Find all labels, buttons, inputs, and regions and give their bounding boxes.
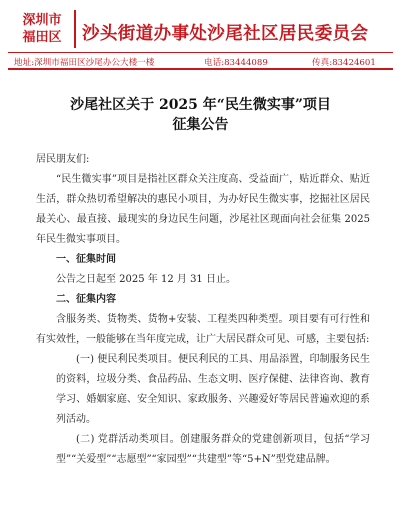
district-label [13,12,71,46]
fax-text: 传真:83424601 [312,58,376,68]
contact-line [14,56,394,68]
title-line1: 沙尾社区关于 2025 年“民生微实事”项目 [70,97,331,113]
address-text: 地址:深圳市福田区沙尾办公大楼一楼 [14,58,155,68]
item1-paragraph: (一) 便民利民类项目。便民利民的工具、用品添置，印制服务民生的资料，垃圾分类、食品药品、生态文明、医疗保健、法律咨询、教育学习、婚姻家庭、安全知识、家政服务、兴趣爱好等居民普遍欢迎的系列活动。 [56,354,370,425]
section1-text: 公告之日起至 2025 年 12 月 31 日止。 [56,274,236,285]
letterhead-rule-top [8,52,393,53]
item2-paragraph: (二) 党群活动类项目。创建服务群众的党建创新项目，包括“学习型”“关爱型”“志愿型”“家园型”“共建型”等“5+N”型党建品牌。 [56,434,370,465]
section2-heading: 二、征集内容 [56,294,116,305]
document-title [0,95,401,135]
intro-paragraph: “民生微实事”项目是指社区群众关注度高、受益面广，贴近群众、贴近生活，群众热切希望解决的惠民小项目，为办好民生微实事，挖掘社区居民最关心、最直接、最现实的身边民生问题，沙尾社区现面向社会征集 2025 年民生微实事项目。 [36,174,370,245]
letterhead-divider [74,10,76,48]
letterhead [0,0,401,70]
salutation: 居民朋友们: [36,154,90,165]
section1-heading: 一、征集时间 [56,254,116,265]
organization-name: 沙头街道办事处沙尾社区居民委员会 [82,24,369,44]
letterhead-rule-bottom [8,68,393,70]
phone-text: 电话:83444089 [204,58,268,68]
district-line1: 深圳市 [22,13,62,28]
district-line2: 福田区 [22,30,62,45]
title-line2: 征集公告 [172,117,229,133]
section2-text: 含服务类、货物类、货物+安装、工程类四种类型。项目要有可行性和有实效性，一般能够在当年度完成，让广大居民群众可见、可感，主要包括: [36,314,370,345]
document-body [36,150,370,470]
